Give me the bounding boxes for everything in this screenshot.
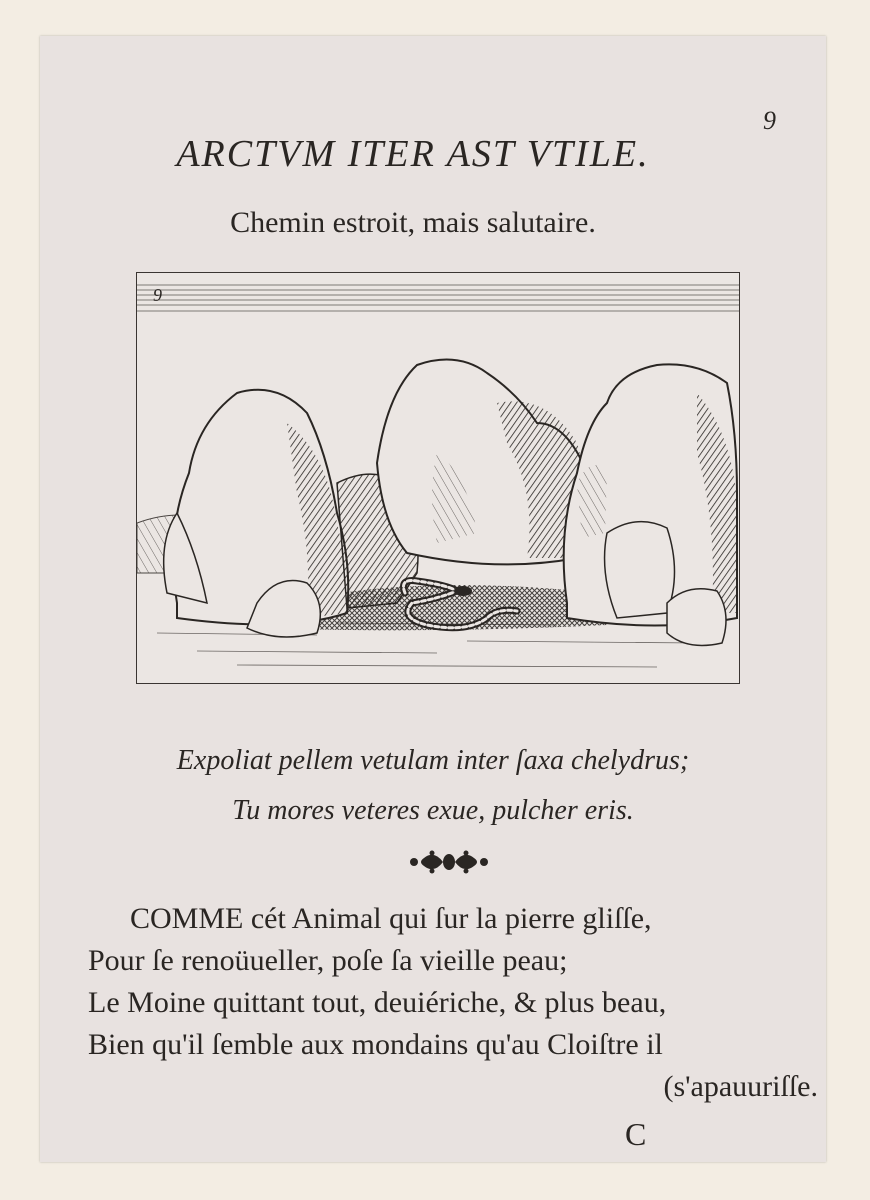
french-verse-line: Bien qu'il ſemble aux mondains qu'au Cloiſtre il [88, 1028, 663, 1061]
signature-mark: C [625, 1116, 647, 1152]
latin-verse [40, 736, 826, 836]
fleuron-ornament [406, 848, 492, 876]
emblem-motto: ARCTVM ITER AST VTILE. [176, 133, 650, 175]
engraving-plate [136, 272, 740, 684]
french-verse-line: Le Moine quittant tout, deuiériche, & plus beau, [88, 986, 667, 1019]
french-verse-line: COMME cét Animal qui ſur la pierre gliſſe, [130, 902, 652, 935]
engraved-page [40, 36, 826, 1162]
rocks-and-serpent-engraving [137, 273, 739, 683]
french-verse-line: Pour ſe renoüueller, poſe ſa vieille peau; [88, 944, 568, 977]
emblem-subtitle: Chemin estroit, mais salutaire. [230, 206, 596, 239]
latin-verse-line: Tu mores veteres exue, pulcher eris. [232, 795, 634, 826]
french-verse-line: (s'apauuriſſe. [663, 1070, 818, 1103]
latin-verse-line: Expoliat pellem vetulam inter ſaxa chelydrus; [176, 745, 690, 776]
plate-number: 9 [153, 285, 162, 305]
french-verse [88, 898, 828, 1108]
page-number: 9 [763, 106, 776, 135]
